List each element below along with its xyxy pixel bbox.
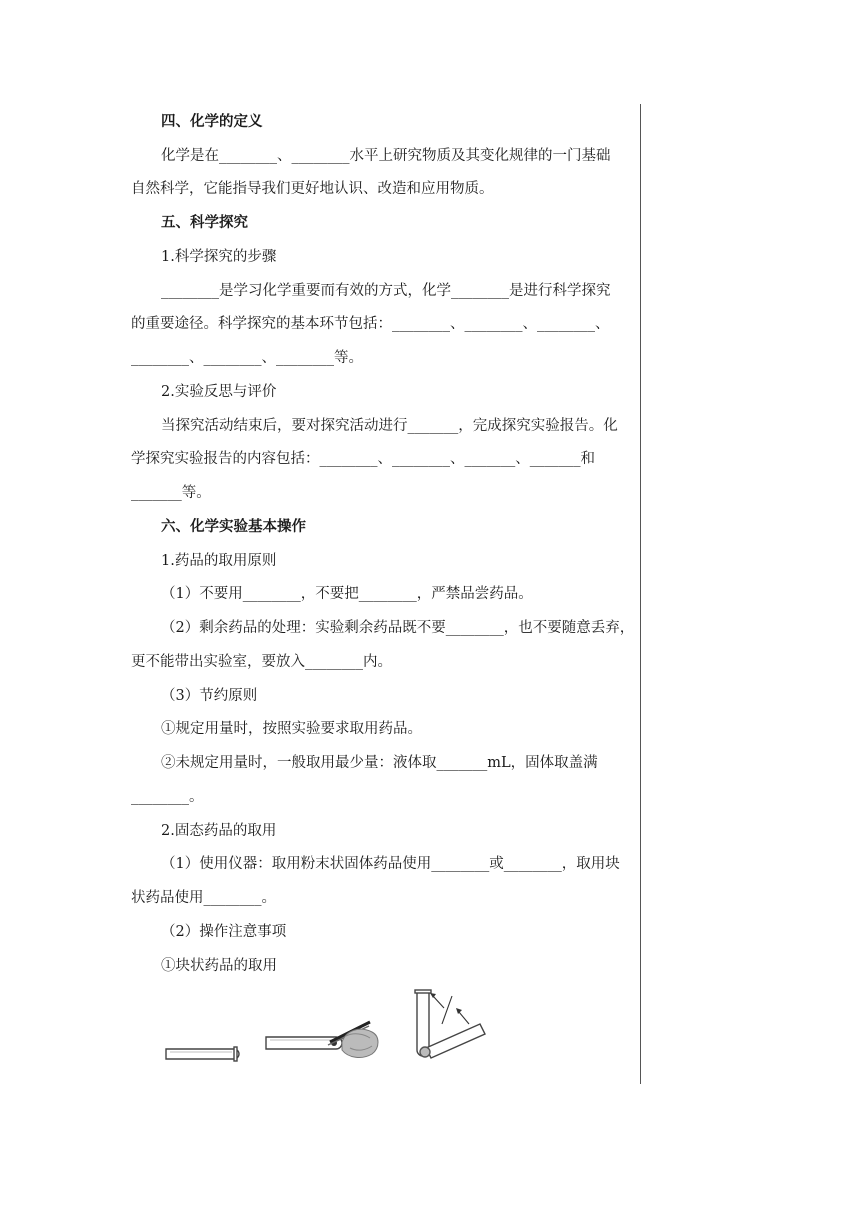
text-line: 1.科学探究的步骤	[161, 249, 277, 265]
text-line: 化学是在________、________水平上研究物质及其变化规律的一门基础	[161, 148, 611, 164]
text-line: 更不能带出实验室，要放入________内。	[131, 654, 392, 670]
text-line: （2）操作注意事项	[161, 924, 287, 940]
text-line: ①规定用量时，按照实验要求取用药品。	[161, 721, 422, 737]
text-line: 当探究活动结束后，要对探究活动进行_______，完成探究实验报告。化	[161, 418, 618, 434]
text-line: 2.固态药品的取用	[161, 823, 277, 839]
text-line: ①块状药品的取用	[161, 958, 277, 974]
section-heading: 四、化学的定义	[161, 114, 263, 130]
text-line: ________是学习化学重要而有效的方式，化学________是进行科学探究	[161, 283, 611, 299]
text-line: _______等。	[131, 485, 211, 501]
text-line: 2.实验反思与评价	[161, 384, 277, 400]
text-line: ②未规定用量时，一般取用最少量：液体取_______mL，固体取盖满	[161, 755, 598, 771]
text-line: （1）不要用________，不要把________，严禁品尝药品。	[161, 586, 533, 602]
text-line: 状药品使用________。	[131, 890, 276, 906]
horizontal-test-tube-icon	[166, 1047, 239, 1061]
text-line: 自然科学，它能指导我们更好地认识、改造和应用物质。	[131, 181, 494, 197]
text-line: （3）节约原则	[161, 688, 258, 704]
section-heading: 五、科学探究	[161, 215, 248, 231]
text-line: （1）使用仪器：取用粉末状固体药品使用________或________，取用块	[161, 856, 620, 872]
tweezers-hand-icon	[266, 1022, 378, 1057]
text-line: 的重要途径。科学探究的基本环节包括：________、________、________、	[131, 316, 610, 332]
text-line: ________。	[131, 789, 204, 805]
tilting-test-tube-icon	[415, 990, 485, 1058]
column-divider	[640, 104, 641, 1084]
text-line: 学探究实验报告的内容包括：________、________、_______、_______和	[131, 451, 595, 467]
section-heading: 六、化学实验基本操作	[161, 519, 306, 535]
text-line: ________、________、________等。	[131, 350, 363, 366]
test-tube-illustration	[150, 982, 510, 1078]
text-line: 1.药品的取用原则	[161, 553, 277, 569]
text-line: （2）剩余药品的处理：实验剩余药品既不要________，也不要随意丢弃，	[161, 620, 635, 636]
